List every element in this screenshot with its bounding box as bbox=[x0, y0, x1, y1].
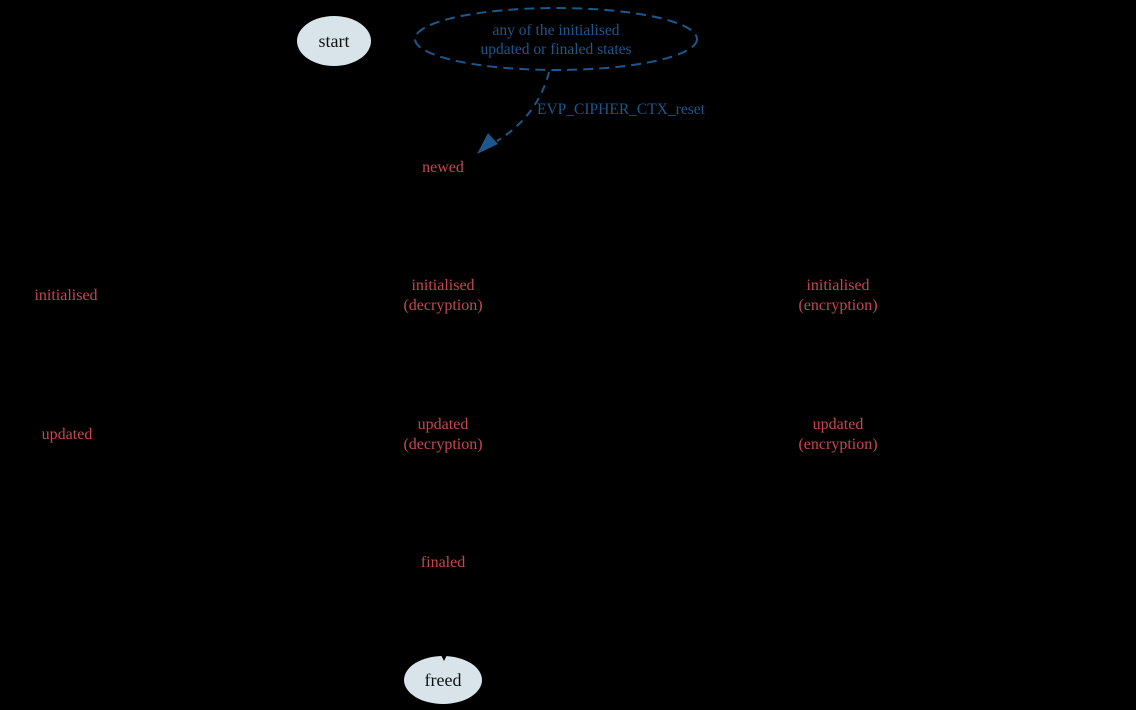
state-updated-encryption bbox=[798, 415, 877, 455]
any-state-node bbox=[480, 21, 631, 59]
start-node-label: start bbox=[318, 30, 350, 51]
state-updated: updated bbox=[41, 426, 93, 443]
state-newed: newed bbox=[422, 159, 464, 176]
freed-node-label: freed bbox=[424, 669, 462, 690]
state-initialised-encryption bbox=[798, 276, 877, 316]
state-initialised-decryption-line1: initialised bbox=[411, 277, 475, 294]
state-updated-decryption bbox=[403, 415, 482, 455]
reset-arrowhead-icon bbox=[477, 133, 498, 154]
any-state-line2: updated or finaled states bbox=[480, 41, 632, 58]
state-initialised-decryption bbox=[403, 276, 482, 316]
state-initialised-encryption-line1: initialised bbox=[806, 277, 870, 294]
state-finaled: finaled bbox=[420, 554, 466, 571]
state-initialised-decryption-line2: (decryption) bbox=[403, 297, 483, 314]
any-state-line1: any of the initialised bbox=[492, 22, 620, 39]
state-updated-decryption-line2: (decryption) bbox=[403, 436, 483, 453]
reset-edge-label: EVP_CIPHER_CTX_reset bbox=[537, 101, 705, 118]
start-node bbox=[297, 16, 371, 66]
state-updated-decryption-line1: updated bbox=[417, 416, 469, 433]
state-initialised-encryption-line2: (encryption) bbox=[798, 297, 878, 314]
state-updated-encryption-line1: updated bbox=[812, 416, 864, 433]
freed-node bbox=[404, 656, 482, 704]
state-initialised: initialised bbox=[34, 287, 98, 304]
state-updated-encryption-line2: (encryption) bbox=[798, 436, 878, 453]
